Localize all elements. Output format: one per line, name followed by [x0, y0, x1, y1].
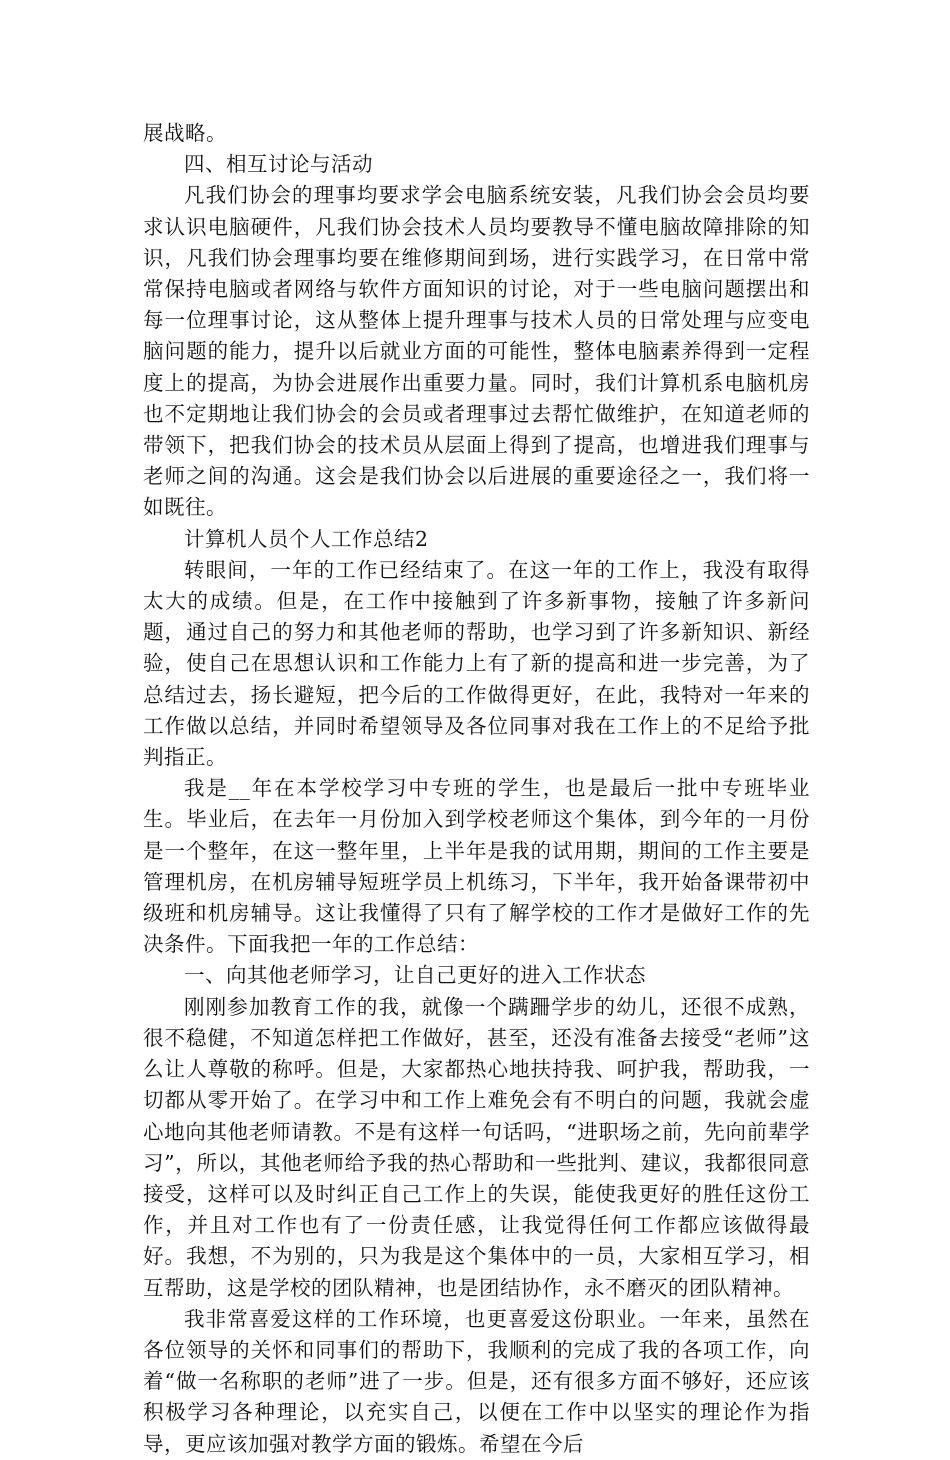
paragraph-1: 展战略。: [143, 121, 227, 145]
section-heading-1: 一、向其他老师学习，让自己更好的进入工作状态: [184, 963, 646, 988]
paragraph-3: 凡我们协会的理事均要求学会电脑系统安装，凡我们协会会员均要求认识电脑硬件，凡我们协会技术人员均要教导不懂电脑故障排除的知识，凡我们协会理事均要在维修期间到场，进行实践学习，在日常中常常保持电脑或者网络与软件方面知识的讨论，对于一些电脑问题摆出和每一位理事讨论，这从整体上提升理事与技术人员的日常处理与应变电脑问题的能力，提升以后就业方面的可能性，整体电脑素养得到一定程度上的提高，为协会进展作出重要力量。同时，我们计算机系电脑机房也不定期地让我们协会的会员或者理事过去帮忙做维护，在知道老师的带领下，把我们协会的技术员从层面上得到了提高，也增进我们理事与老师之间的沟通。这会是我们协会以后进展的重要途径之一，我们将一如既往。: [143, 183, 810, 520]
paragraph-5: 转眼间，一年的工作已经结束了。在这一年的工作上，我没有取得太大的成绩。但是，在工作中接触到了许多新事物，接触了许多新问题，通过自己的努力和其他老师的帮助，也学习到了许多新知识、新经验，使自己在思想认识和工作能力上有了新的提高和进一步完善，为了总结过去，扬长避短，把今后的工作做得更好，在此，我特对一年来的工作做以总结，并同时希望领导及各位同事对我在工作上的不足给予批判指正。: [143, 557, 810, 770]
article-title-2: 计算机人员个人工作总结2: [184, 526, 429, 551]
document-page: [143, 118, 810, 1460]
paragraph-9: 我非常喜爱这样的工作环境，也更喜爱这份职业。一年来，虽然在各位领导的关怀和同事们的帮助下，我顺利的完成了我的各项工作，向着“做一名称职的老师”进了一步。但是，还有很多方面不够好，还应该积极学习各种理论，以充实自己，以便在工作中以坚实的理论作为指导，更应该加强对教学方面的锻炼。希望在今后: [143, 1306, 810, 1456]
section-heading-4: 四、相互讨论与活动: [184, 152, 373, 177]
paragraph-8: 刚刚参加教育工作的我，就像一个蹒跚学步的幼儿，还很不成熟，很不稳健，不知道怎样把工作做好，甚至，还没有准备去接受“老师”这么让人尊敬的称呼。但是，大家都热心地扶持我、呵护我，帮助我，一切都从零开始了。在学习中和工作上难免会有不明白的问题，我就会虚心地向其他老师请教。不是有这样一句话吗，“进职场之前，先向前辈学习”，所以，其他老师给予我的热心帮助和一些批判、建议，我都很同意接受，这样可以及时纠正自己工作上的失误，能使我更好的胜任这份工作，并且对工作也有了一份责任感，让我觉得任何工作都应该做得最好。我想，不为别的，只为我是这个集体中的一员，大家相互学习，相互帮助，这是学校的团队精神，也是团结协作，永不磨灭的团队精神。: [143, 994, 810, 1300]
paragraph-6: 我是__年在本学校学习中专班的学生，也是最后一批中专班毕业生。毕业后，在去年一月份加入到学校老师这个集体，到今年的一月份是一个整年，在这一整年里，上半年是我的试用期，期间的工作主要是管理机房，在机房辅导短班学员上机练习，下半年，我开始备课带初中级班和机房辅导。这让我懂得了只有了解学校的工作才是做好工作的先决条件。下面我把一年的工作总结：: [143, 776, 810, 957]
